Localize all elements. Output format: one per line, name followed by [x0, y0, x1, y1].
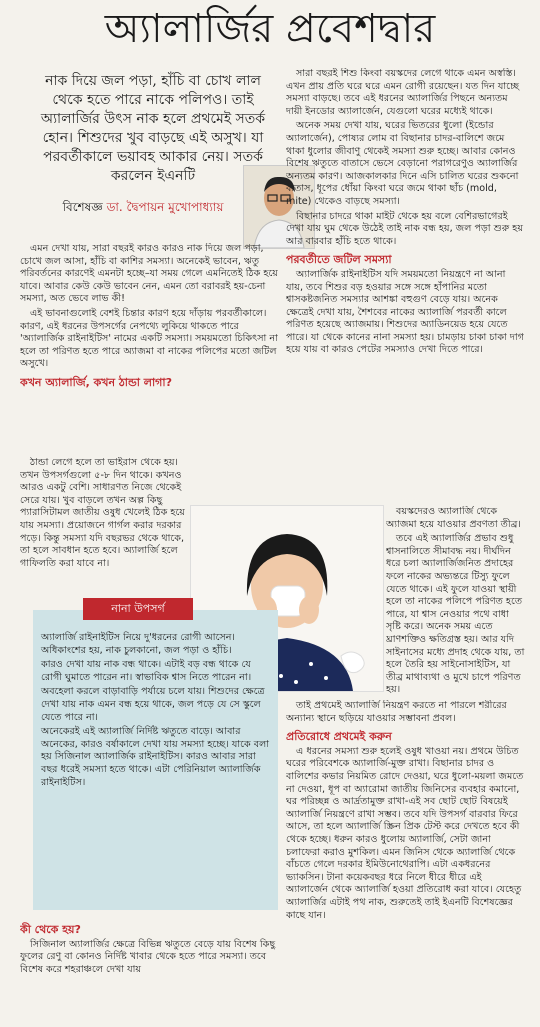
paragraph: অনেকেরই এই অ্যালার্জি নির্দিষ্ট ঋতুতে বাড়ে। আবার অনেকের, কারও বর্ষাকালে দেখা যায় সমস্যা হচ্ছে। যাকে বলা হয় সিজিনাল অ্যালার্জিক রাইনাইটিস। কারও আবার সারা বছর ধরেই সমস্যা হতে থাকে। এটা পেরিনিয়াল অ্যালার্জিক রাইনাইটিস।	[41, 726, 270, 788]
paragraph: অ্যালার্জিক রাইনাইটিস যদি সময়মতো নিয়ন্ত্রণে না আনা যায়, তবে শিশুর বড় হওয়ার সঙ্গে সঙ্গে হাঁপানির মতো শ্বাসকষ্টজনিত সমস্যার আশঙ্কা বহুগুণ বেড়ে যায়। অনেক ক্ষেত্রেই দেখা যায়, শৈশবের নাকের অ্যালার্জি পরবর্তী কালে পরিণত হয়েছে অ্যাজমায়। শিশুদের অ্যাডিনয়েড হয়ে যেতে পারে। যা থেকে কানের নানা সমস্যা হয়। চামড়ায় চাকা চাকা দাগ হয়ে যায় বা কারও পেটের সমস্যাও দেখা দিতে পারে।	[286, 268, 524, 356]
left-column-top	[20, 243, 282, 453]
paragraph: বিছানার চাদরে থাকা মাইট থেকে হয় বলে বেশিরভাগেরই দেখা যায় ঘুম থেকে উঠেই তাই নাক বন্ধ হয়, জল পড়া শুরু হয় আর বারবার হাঁচি হতে থাকে।	[286, 210, 523, 247]
paragraph: ঠান্ডা লেগে হলে তা ভাইরাস থেকে হয়। তখন উপসর্গগুলো ৫-৮ দিন থাকে। কখনও আরও একটু বেশি। সাধারণত নিজে থেকেই সেরে যায়। খুব বাড়লে তখন অল্প কিছু প্যারাসিটামল জাতীয় ওষুধ খেলেই ঠিক হয়ে যায় সমস্যা। প্রয়োজনে গার্গল করার দরকার পড়ে। কিন্তু সমস্যা যদি বছরভর থেকে থাকে, তা হলে সাবধান হতে হবে। অ্যালার্জি হলে গাফিলতি করা যাবে না।	[20, 457, 185, 569]
paragraph: তবে এই অ্যালার্জির প্রভাব শুধু শ্বাসনালিতে সীমাবদ্ধ নয়। দীর্ঘদিন ধরে চলা অ্যালার্জিজনিত প্রদাহের ফলে নাকের অভ্যন্তরে টিস্যু ফুলে যেতে থাকে। এই ফুলে যাওয়া স্থায়ী হলে তা নাকের পলিপে পরিণত হতে পারে, যা শ্বাস নেওয়ার পথে বাধা সৃষ্টি করে। অনেক সময় এতে ঘ্রাণশক্তিও ক্ষতিগ্রস্ত হয়। আর যদি সাইনাসের মধ্যে প্রদাহ থেকে যায়, তা হলে তৈরি হয় সাইনোসাইটিস, যা তীব্র মাথাব্যথা ও মুখে চাপে পরিণত হয়।	[386, 533, 525, 696]
symptoms-box-tag: নানা উপসর্গ	[83, 598, 193, 620]
paragraph: সারা বছরই শিশু কিংবা বয়স্কদের লেগে থাকে এমন অস্বস্তি। এখন প্রায় প্রতি ঘরে ঘরে এমন রোগী রয়েছেন। যত দিন যাচ্ছে সমস্যা বাড়ছে। তবে এই ধরনের অ্যালার্জির পিছনে অন্যতম দায়ী ইনডোর অ্যালার্জেন, যেগুলো ঘরের মধ্যেই থাকে।	[286, 68, 520, 117]
author-name: ডা. দ্বৈপায়ন মুখোপাধ্যায়	[106, 200, 224, 214]
section-heading-prevent: প্রতিরোধে প্রথমেই করুন	[286, 730, 392, 744]
paragraph: এই ভাবনাগুলোই বেশই চিন্তার কারণ হয়ে দাঁড়ায় পরবর্তীকালে। কারণ, এই ধরনের উপসর্গের নেপথ্যে লুকিয়ে থাকতে পারে 'অ্যালার্জিক রাইনাইটিস' নামের একটি সমস্যা। সময়মতো চিকিৎসা না হলে তা পরিণত হতে পারে অ্যাজমা বা নাকের পলিপের মতো জটিল অসুখে।	[20, 307, 278, 370]
left-column-bottom	[20, 918, 280, 1018]
article-deck: নাক দিয়ে জল পড়া, হাঁচি বা চোখ লাল থেকে হতে পারে নাকে পলিপও। তাই অ্যালার্জির উৎস নাক হলে প্রথমেই সতর্ক হোন। শিশুদের খুব বাড়ছে এই অসুখ। যা পরবর্তীকালে ভয়াবহ আকার নেয়। সতর্ক করলেন ইএনটি	[40, 73, 266, 184]
byline-prefix: বিশেষজ্ঞ	[62, 200, 103, 214]
paragraph: সিজিনাল অ্যালার্জির ক্ষেত্রে বিভিন্ন ঋতুতে বেড়ে যায় বিশেষ কিছু ফুলের রেণু বা কোনও নির্দিষ্ট খাবার থেকে হতে পারে সমস্যা। তবে বিশেষ করে শহরাঞ্চলে দেখা যায়	[20, 938, 276, 975]
paragraph: অনেক সময় দেখা যায়, ঘরের ভিতরের ধুলো (ইন্ডোর অ্যালার্জেন), পোষ্যর লোম বা বিছানার চাদর-বালিশে জমে থাকা ধুলোর জীবাণু থেকেই সমস্যা শুরু হচ্ছে। আবার কোনও বিশেষ ঋতুতে বাতাসে ভেসে বেড়ানো পরাগরেণুও অ্যালার্জির অন্যতম কারণ। আজকালকার দিনে এসি চালিত ঘরের শুকনো বাতাস, ধূপের ধোঁয়া কিংবা ঘরে জমে থাকা ছাঁচ (mold, mite) থেকেও বাড়ছে সমস্যা।	[286, 120, 519, 207]
right-column-mid	[386, 506, 526, 698]
paragraph: তাই প্রথমেই অ্যালার্জি নিয়ন্ত্রণ করতে না পারলে শরীরের অন্যান্য স্থানে ছড়িয়ে যাওয়ার সম্ভাবনা প্রবল।	[286, 700, 507, 724]
section-heading-complex: পরবর্তীতে জটিল সমস্যা	[286, 253, 392, 267]
byline	[28, 200, 258, 215]
paragraph: বয়স্কদেরও অ্যালার্জি থেকে অ্যাজমা হয়ে যাওয়ার প্রবণতা তীব্র।	[386, 506, 521, 530]
paragraph: কারও দেখা যায় নাক বন্ধ থাকে। এটাই বড় বন্ধ থাকে যে রোগী ঘুমাতে পারেন না। স্বাভাবিক শ্বাস নিতে পারেন না।	[41, 659, 252, 683]
paragraph: এমন দেখা যায়, সারা বছরই কারও কারও নাক দিয়ে জল পড়া, চোখে জল আসা, হাঁচি বা কাশির সমস্যা। অনেকেই ভাবেন, ঋতু পরিবর্তনের কারণেই এমনটা হচ্ছে–যা সময় গেলে এমনিতেই ঠিক হয়ে যাবে। আবার কেউ কেউ ভাবেন নেন, এমন তো বরাবরই হয়-চেনা সমস্যা, অত ভেবে লাভ কী!	[20, 243, 278, 305]
section-heading-where: কী থেকে হয়?	[20, 923, 81, 936]
right-column-top	[286, 68, 524, 503]
symptoms-box	[33, 602, 278, 910]
symptoms-box-text	[41, 632, 271, 791]
left-column-cold	[20, 457, 186, 607]
paragraph: অবহেলা করলে বাড়াবাড়ি পর্যায়ে চলে যায়। শিশুদের ক্ষেত্রে দেখা যায় নাক এমন বন্ধ হয়ে থাকে, জল পড়ে যে সে স্কুলে যেতে পারে না।	[41, 686, 265, 723]
paragraph: অ্যালার্জি রাইনাইটিস নিয়ে দু'ধরনের রোগী আসেন। অধিকাংশের হয়, নাক চুলকানো, জল পড়া ও হাঁচি।	[41, 632, 235, 656]
page-title: অ্যালার্জির প্রবেশদ্বার	[104, 6, 436, 52]
right-column-bottom	[286, 700, 526, 1022]
paragraph: এ ধরনের সমস্যা শুরু হলেই ওষুধ খাওয়া নয়। প্রথমে উচিত ঘরের পরিবেশকে অ্যালার্জি-মুক্ত রাখা। বিছানার চাদর ও বালিশের কভার নিয়মিত রোদে দেওয়া, ঘরে ধুলো-ময়লা জমতে না দেওয়া, ধূপ বা অ্যারোমা জাতীয় জিনিসের ব্যবহার কমানো, ঘর পরিচ্ছন্ন ও আর্দ্রতামুক্ত রাখা-এই সব ছোট ছোট বিষয়েই অ্যালার্জি নিয়ন্ত্রণে রাখা সম্ভব। তবে যদি উপসর্গ বারবার ফিরে আসে, তা হলে অ্যালার্জি স্ক্রিন প্রিক টেস্ট করে দেখতে হবে কী থেকে হচ্ছে। ধরুন কারও ধুলোয় অ্যালার্জি, সেটা জানা চলাফেরা করাও মুশকিল। এমন জিনিস থেকে অ্যালার্জি থেকে বাঁচতে গেলে দরকার ইমিউনোথেরাপি। এটা একধরনের ভ্যাকসিন। টানা কয়েকবছর ধরে নিলে ধীরে ধীরে এই অ্যালার্জেন থেকে অ্যালার্জি হওয়া প্রতিরোধ করা যাবে। যেহেতু অ্যালার্জির এটাই পথ নাক, শুরুতেই তাই ইএনটি বিশেষজ্ঞের কাছে যান।	[286, 745, 524, 921]
section-heading-cold: কখন অ্যালার্জি, কখন ঠান্ডা লাগা?	[20, 375, 172, 389]
